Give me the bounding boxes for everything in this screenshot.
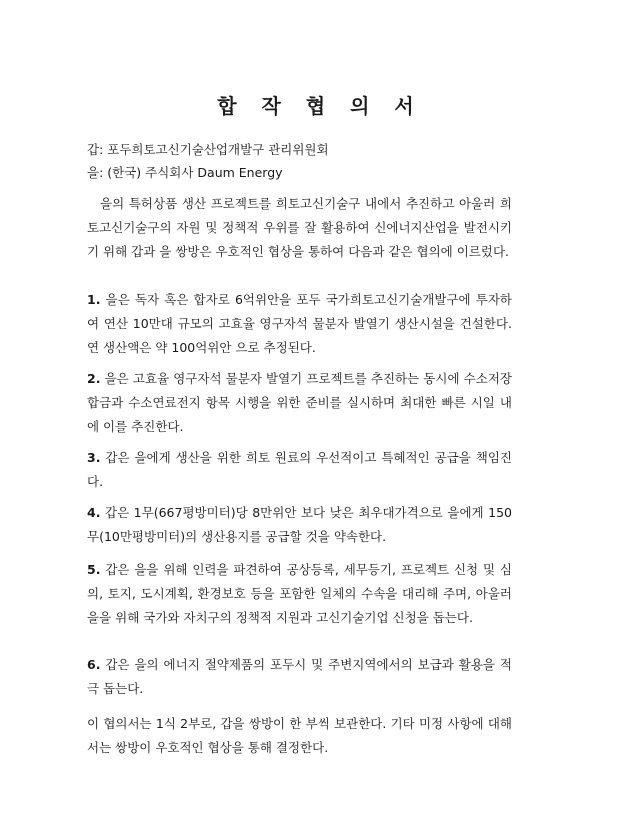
clause-number: 6.: [87, 657, 101, 672]
party-b: 을: (한국) 주식회사 Daum Energy: [87, 165, 283, 180]
clause-2: [87, 367, 512, 439]
clause-5: [87, 558, 512, 630]
closing-paragraph: 이 협의서는 1식 2부로, 갑을 쌍방이 한 부씩 보관한다. 기타 미정 사항에 대해서는 쌍방이 우호적인 협상을 통해 결정한다.: [87, 716, 512, 755]
clause-1: [87, 288, 512, 360]
clause-text: 을은 독자 혹은 합자로 6억위안을 포두 국가희토고신기술개발구에 투자하여 연산 10만대 규모의 고효율 영구자석 물분자 발열기 생산시설을 건설한다. 연 생산액은 약 100억위안 으로 추정된다.: [87, 292, 512, 355]
clause-number: 1.: [87, 292, 101, 307]
intro-paragraph: 을의 특허상품 생산 프로젝트를 희토고신기술구 내에서 추진하고 아울러 희토고신기술구의 자원 및 정책적 우위를 잘 활용하여 신에너지산업을 발전시키기 위해 갑과 을 쌍방은 우호적인 협상을 통하여 다음과 같은 협의에 이르렀다.: [87, 196, 512, 259]
clause-text: 갑은 을의 에너지 절약제품의 포두시 및 주변지역에서의 보급과 활용을 적극 돕는다.: [87, 657, 512, 696]
clause-text: 을은 고효율 영구자석 물분자 발열기 프로젝트를 추진하는 동시에 수소저장합금과 수소연료전지 항목 시행을 위한 준비를 실시하며 최대한 빠른 시일 내에 이를 추진한다.: [87, 371, 512, 434]
clause-4: [87, 501, 512, 549]
clause-text: 갑은 을에게 생산을 위한 희토 원료의 우선적이고 특혜적인 공급을 책임진다.: [87, 450, 512, 489]
clause-6: [87, 653, 512, 701]
clause-number: 3.: [87, 450, 101, 465]
clause-text: 갑은 을을 위해 인력을 파견하여 공상등록, 세무등기, 프로젝트 신청 및 심의, 토지, 도시계획, 환경보호 등을 포함한 일체의 수속을 대리해 주며, 아울러 을을 위해 국가와 자치구의 정책적 지원과 고신기술기업 신청을 돕는다.: [87, 562, 512, 625]
party-a: 갑: 포두희토고신기술산업개발구 관리위원회: [87, 142, 329, 157]
clause-3: [87, 446, 512, 494]
clause-text: 갑은 1무(667평방미터)당 8만위안 보다 낮은 최우대가격으로 을에게 150무(10만평방미터)의 생산용지를 공급할 것을 약속한다.: [87, 505, 512, 544]
document-title: 합 작 협 의 서: [217, 94, 423, 118]
clause-number: 5.: [87, 562, 101, 577]
clause-number: 4.: [87, 505, 101, 520]
clause-number: 2.: [87, 371, 101, 386]
